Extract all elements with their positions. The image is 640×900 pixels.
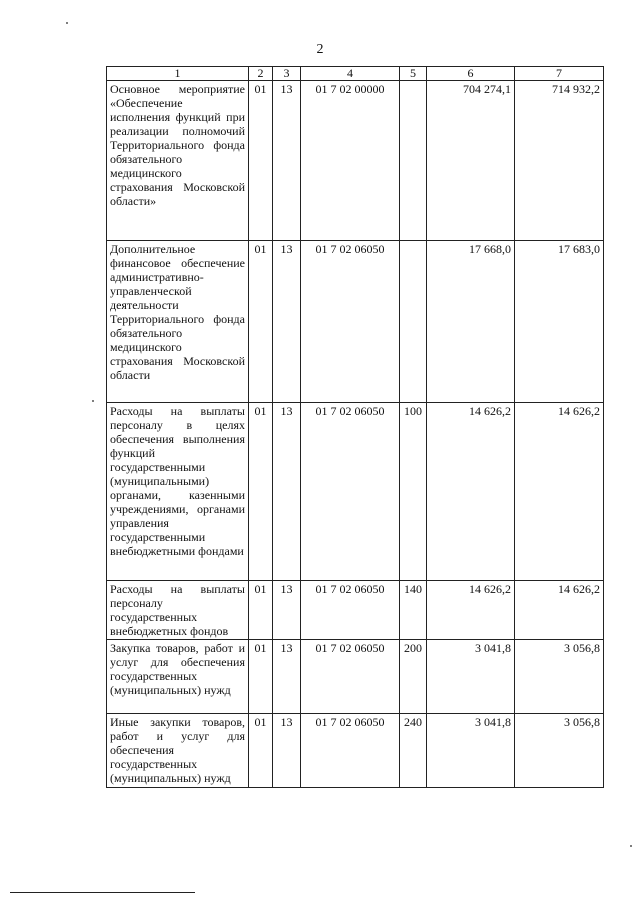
row-expense-type: 240 [400,714,427,788]
row-subsection-code: 13 [273,81,301,241]
row-name: Расходы на выплаты персоналу государственных внебюджетных фондов [107,581,249,640]
row-amount-1: 17 668,0 [427,241,515,403]
row-subsection-code: 13 [273,640,301,714]
table-row [107,640,604,714]
header-cell: 5 [400,67,427,81]
row-name: Дополнительное финансовое обеспечение административно-управленческой деятельности Территориального фонда обязательного медицинского страхования Московской области [107,241,249,403]
row-target-code: 01 7 02 06050 [301,241,400,403]
row-subsection-code: 13 [273,581,301,640]
row-amount-2: 17 683,0 [515,241,604,403]
row-name: Основное мероприятие «Обеспечение исполнения функций при реализации полномочий Территориального фонда обязательного медицинского страхования Московской области» [107,81,249,241]
row-amount-2: 14 626,2 [515,403,604,581]
table-row [107,81,604,241]
row-target-code: 01 7 02 06050 [301,640,400,714]
row-amount-2: 3 056,8 [515,640,604,714]
row-section-code: 01 [249,581,273,640]
row-expense-type: 140 [400,581,427,640]
row-section-code: 01 [249,403,273,581]
row-amount-1: 14 626,2 [427,581,515,640]
row-target-code: 01 7 02 06050 [301,581,400,640]
row-section-code: 01 [249,241,273,403]
header-cell: 2 [249,67,273,81]
header-cell: 4 [301,67,400,81]
header-cell: 3 [273,67,301,81]
row-target-code: 01 7 02 06050 [301,403,400,581]
scan-speck [66,22,68,24]
row-section-code: 01 [249,81,273,241]
row-expense-type [400,81,427,241]
row-amount-1: 3 041,8 [427,714,515,788]
table-row [107,241,604,403]
row-expense-type: 200 [400,640,427,714]
row-subsection-code: 13 [273,403,301,581]
row-expense-type: 100 [400,403,427,581]
budget-table [106,66,604,788]
row-name: Закупка товаров, работ и услуг для обеспечения государственных (муниципальных) нужд [107,640,249,714]
table-row [107,403,604,581]
row-name: Иные закупки товаров, работ и услуг для обеспечения государственных (муниципальных) нужд [107,714,249,788]
page-number: 2 [316,42,324,57]
scan-speck [92,400,94,402]
scan-speck [630,845,632,847]
table-header-row [107,67,604,81]
row-amount-1: 3 041,8 [427,640,515,714]
row-name: Расходы на выплаты персоналу в целях обеспечения выполнения функций государственными (муниципальными) органами, казенными учреждениями, органами управления государственными внебюджетными фондами [107,403,249,581]
table-row [107,714,604,788]
footnote-rule [10,892,195,893]
row-amount-1: 704 274,1 [427,81,515,241]
row-amount-2: 714 932,2 [515,81,604,241]
row-section-code: 01 [249,714,273,788]
row-subsection-code: 13 [273,241,301,403]
row-amount-2: 3 056,8 [515,714,604,788]
row-section-code: 01 [249,640,273,714]
table-row [107,581,604,640]
header-cell: 7 [515,67,604,81]
row-amount-1: 14 626,2 [427,403,515,581]
row-target-code: 01 7 02 06050 [301,714,400,788]
row-target-code: 01 7 02 00000 [301,81,400,241]
row-subsection-code: 13 [273,714,301,788]
header-cell: 6 [427,67,515,81]
row-amount-2: 14 626,2 [515,581,604,640]
row-expense-type [400,241,427,403]
header-cell: 1 [107,67,249,81]
